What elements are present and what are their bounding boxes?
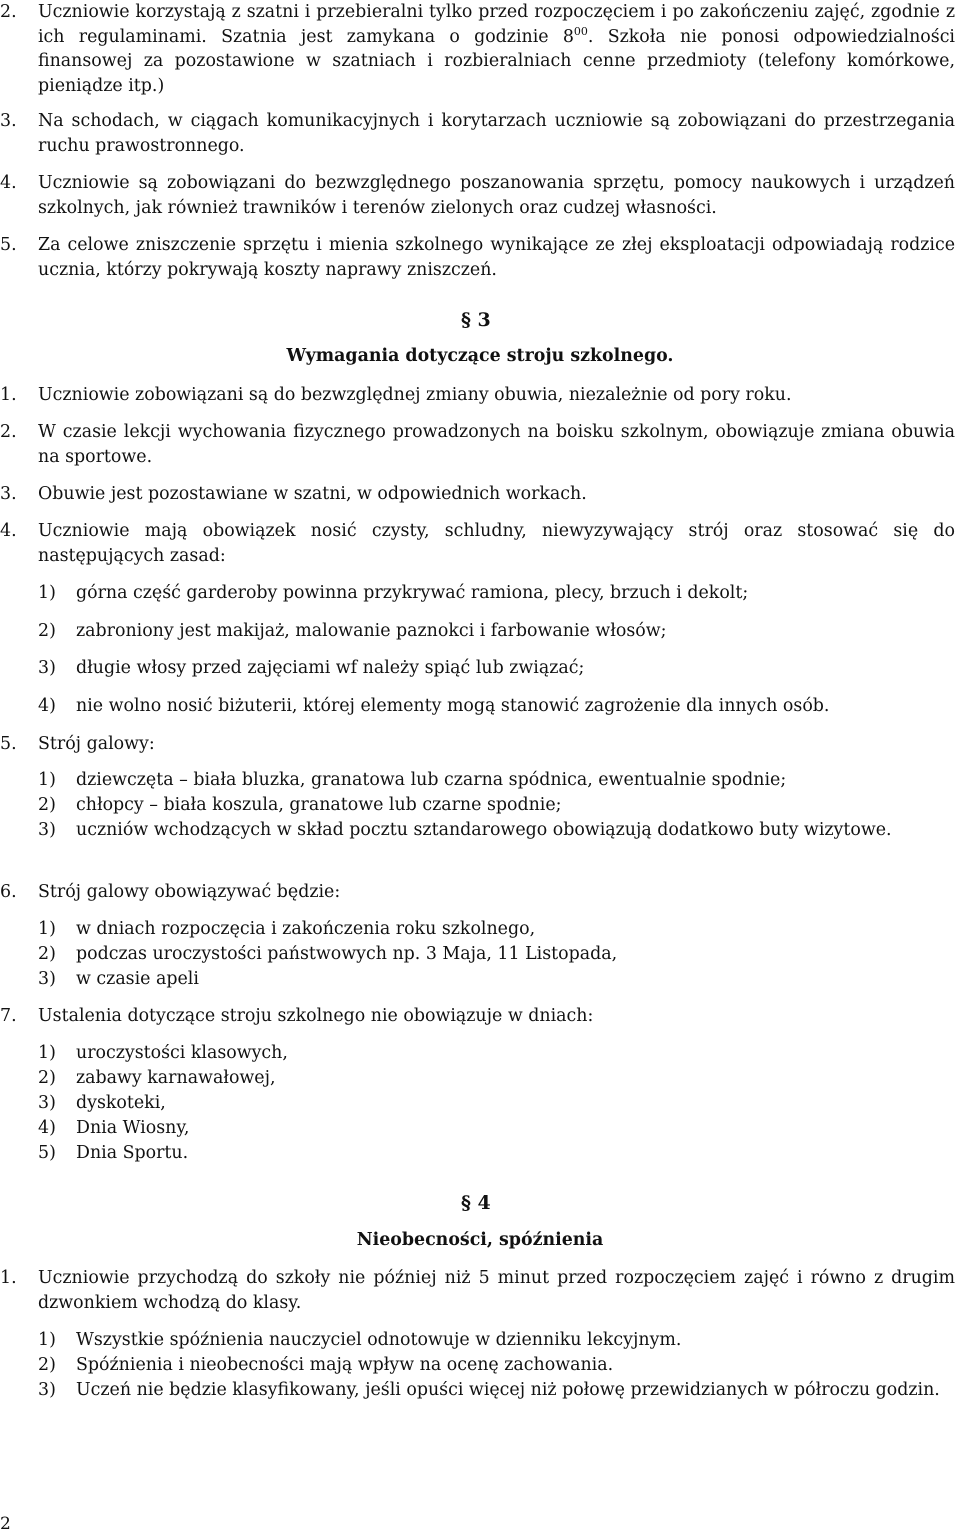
rule-number: 2) [38, 1068, 56, 1088]
s3-item-3 [0, 482, 955, 507]
item-text: Ustalenia dotyczące stroju szkolnego nie obowiązuje w dniach: [38, 1006, 594, 1026]
rule-text: Uczeń nie będzie klasyfikowany, jeśli opuści więcej niż połowę przewidzianych w półroczu godzin. [76, 1380, 940, 1400]
s3-rule-4-1 [38, 581, 955, 606]
s3-rule-5-3 [38, 818, 955, 843]
item-number: 1. [0, 1268, 17, 1288]
item-text: Na schodach, w ciągach komunikacyjnych i korytarzach uczniowie są zobowiązani do przestrzegania ruchu prawostronnego. [38, 111, 955, 156]
s3-rule-4-4 [38, 694, 955, 719]
rule-number: 2) [38, 944, 56, 964]
rule-text: dziewczęta – biała bluzka, granatowa lub czarna spódnica, ewentualnie spodnie; [76, 770, 787, 790]
rule-text: zabroniony jest makijaż, malowanie paznokci i farbowanie włosów; [76, 621, 667, 641]
item-text: Strój galowy obowiązywać będzie: [38, 882, 341, 902]
rule-number: 1) [38, 1043, 56, 1063]
item-number: 4. [0, 173, 17, 193]
rule-text: długie włosy przed zajęciami wf należy spiąć lub związać; [76, 658, 585, 678]
superscript-minutes: 00 [573, 24, 588, 38]
rule-number: 1) [38, 583, 56, 603]
s3-item-2 [0, 420, 955, 469]
item-number: 4. [0, 521, 17, 541]
s4-item-1 [0, 1266, 955, 1315]
item-text: Za celowe zniszczenie sprzętu i mienia szkolnego wynikające ze złej eksploatacji odpowiadają rodzice ucznia, którzy pokrywają koszty naprawy zniszczeń. [38, 235, 955, 280]
section-3-mark: § 3 [461, 309, 491, 331]
rule-number: 3) [38, 1380, 56, 1400]
rule-number: 3) [38, 969, 56, 989]
intro-item-3 [0, 109, 955, 158]
rule-number: 2) [38, 1355, 56, 1375]
rule-number: 1) [38, 1330, 56, 1350]
item-number: 5. [0, 235, 17, 255]
s4-rule-1-2 [38, 1353, 955, 1378]
rule-text: podczas uroczystości państwowych np. 3 Maja, 11 Listopada, [76, 944, 618, 964]
rule-number: 5) [38, 1143, 56, 1163]
rule-text: Wszystkie spóźnienia nauczyciel odnotowuje w dzienniku lekcyjnym. [76, 1330, 682, 1350]
rule-text: dyskoteki, [76, 1093, 166, 1113]
item-text: Uczniowie przychodzą do szkoły nie później niż 5 minut przed rozpoczęciem zajęć i równo z drugim dzwonkiem wchodzą do klasy. [38, 1268, 955, 1313]
rule-number: 1) [38, 770, 56, 790]
s4-rule-1-1 [38, 1328, 955, 1353]
item-text: Uczniowie korzystają z szatni i przebieralni tylko przed rozpoczęciem i po zakończeniu zajęć, zgodnie z ich regulaminami. Szatnia jest zamykana o godzinie $8^{00}$. Szkoła nie ponosi odpowiedzialności finansowej za pozostawione w szatniach i rozbieralniach cenne przedmioty (telefony komórkowe, pieniądze itp.) [38, 2, 955, 96]
s3-rule-4-3 [38, 656, 955, 681]
rule-text: uroczystości klasowych, [76, 1043, 288, 1063]
s3-item-6 [0, 880, 955, 905]
intro-item-2 [0, 0, 955, 98]
s3-rule-4-2 [38, 619, 955, 644]
section-4-title: Nieobecności, spóźnienia [356, 1230, 604, 1250]
item-text: W czasie lekcji wychowania fizycznego prowadzonych na boisku szkolnym, obowiązuje zmiana obuwia na sportowe. [38, 422, 955, 467]
rule-text: górna część garderoby powinna przykrywać ramiona, plecy, brzuch i dekolt; [76, 583, 749, 603]
item-text: Uczniowie mają obowiązek nosić czysty, schludny, niewyzywający strój oraz stosować się do następujących zasad: [38, 521, 955, 566]
s3-rule-7-2 [38, 1066, 955, 1091]
rule-text: zabawy karnawałowej, [76, 1068, 276, 1088]
rule-number: 4) [38, 1118, 56, 1138]
item-text: Obuwie jest pozostawiane w szatni, w odpowiednich workach. [38, 484, 587, 504]
item-number: 3. [0, 484, 17, 504]
s3-rule-6-2 [38, 942, 955, 967]
s3-rule-7-3 [38, 1091, 955, 1116]
intro-item-5 [0, 233, 955, 282]
s3-rule-7-5 [38, 1141, 955, 1166]
item-number: 6. [0, 882, 17, 902]
section-3-title: Wymagania dotyczące stroju szkolnego. [286, 346, 674, 366]
page-number: 2 [0, 1514, 11, 1534]
s3-item-1 [0, 383, 955, 408]
section-4-mark: § 4 [461, 1192, 491, 1214]
s4-rule-1-3 [38, 1378, 955, 1403]
s3-item-7 [0, 1004, 955, 1029]
rule-number: 3) [38, 1093, 56, 1113]
item-number: 1. [0, 385, 17, 405]
item-number: 3. [0, 111, 17, 131]
item-number: 2. [0, 2, 17, 22]
rule-number: 2) [38, 621, 56, 641]
item-number: 5. [0, 734, 17, 754]
rule-text: Spóźnienia i nieobecności mają wpływ na ocenę zachowania. [76, 1355, 614, 1375]
s3-rule-6-1 [38, 917, 955, 942]
rule-number: 4) [38, 696, 56, 716]
rule-text: chłopcy – biała koszula, granatowe lub czarne spodnie; [76, 795, 562, 815]
s3-rule-7-1 [38, 1041, 955, 1066]
rule-number: 1) [38, 919, 56, 939]
intro-item-4 [0, 171, 955, 220]
item-text: Uczniowie zobowiązani są do bezwzględnej zmiany obuwia, niezależnie od pory roku. [38, 385, 792, 405]
s3-rule-7-4 [38, 1116, 955, 1141]
rule-text: uczniów wchodzących w skład pocztu sztandarowego obowiązują dodatkowo buty wizytowe. [76, 820, 892, 840]
item-number: 7. [0, 1006, 17, 1026]
item-number: 2. [0, 422, 17, 442]
s3-item-4 [0, 519, 955, 568]
rule-text: Dnia Wiosny, [76, 1118, 190, 1138]
s3-rule-6-3 [38, 967, 955, 992]
rule-text: w czasie apeli [76, 969, 199, 989]
s3-item-5 [0, 732, 955, 757]
item-text: Uczniowie są zobowiązani do bezwzględnego poszanowania sprzętu, pomocy naukowych i urządzeń szkolnych, jak również trawników i terenów zielonych oraz cudzej własności. [38, 173, 955, 218]
rule-number: 3) [38, 658, 56, 678]
rule-text: nie wolno nosić biżuterii, której elementy mogą stanowić zagrożenie dla innych osób. [76, 696, 830, 716]
rule-text: w dniach rozpoczęcia i zakończenia roku szkolnego, [76, 919, 536, 939]
rule-text: Dnia Sportu. [76, 1143, 189, 1163]
rule-number: 3) [38, 820, 56, 840]
rule-number: 2) [38, 795, 56, 815]
s3-rule-5-2 [38, 793, 955, 818]
s3-rule-5-1 [38, 768, 955, 793]
item-text: Strój galowy: [38, 734, 155, 754]
